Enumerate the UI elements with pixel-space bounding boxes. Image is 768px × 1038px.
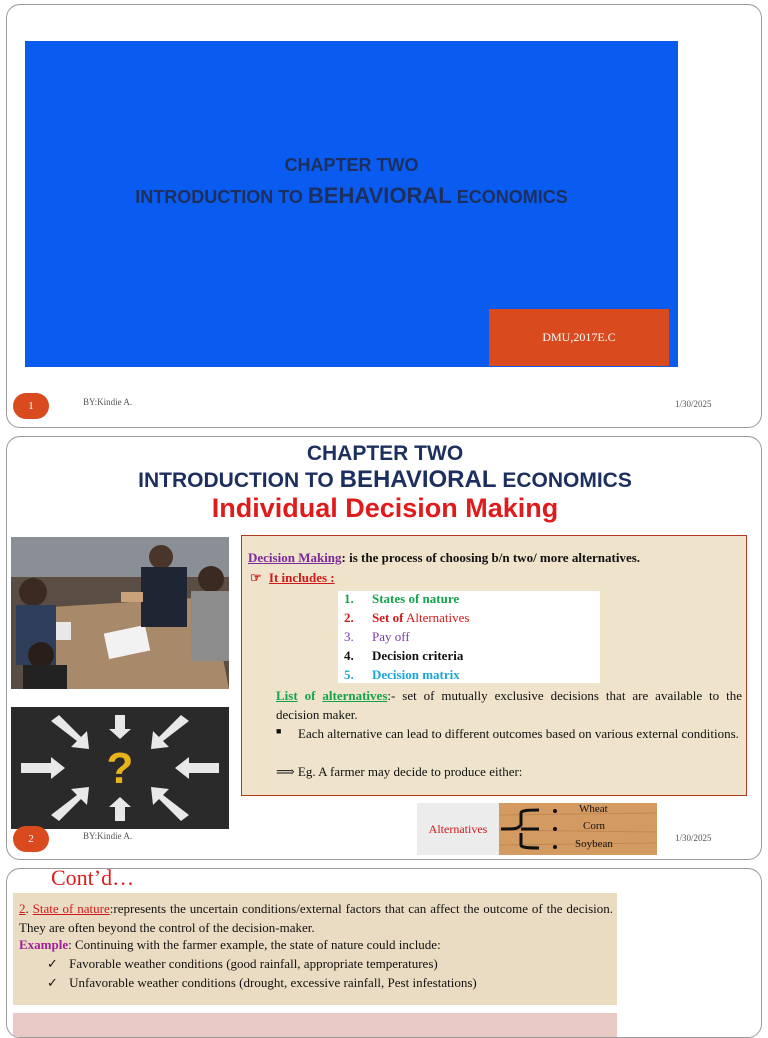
includes-list bbox=[338, 591, 600, 683]
list-label-bold: Set of bbox=[372, 610, 404, 625]
includes-label: It includes : bbox=[268, 570, 335, 585]
list-label: Decision matrix bbox=[372, 667, 460, 682]
list-label: Pay off bbox=[372, 629, 410, 644]
page-number: 1 bbox=[13, 393, 49, 419]
institution-badge: DMU,2017E.C bbox=[489, 309, 669, 366]
list-item bbox=[338, 648, 463, 664]
checkmark-icon: ✓ bbox=[47, 975, 58, 990]
state-of-nature-term: State of nature bbox=[32, 901, 110, 916]
list-item bbox=[338, 610, 470, 626]
state-of-nature-box bbox=[13, 893, 617, 1005]
date-footer: 1/30/2025 bbox=[675, 399, 712, 409]
subtitle-emphasis: BEHAVIORAL bbox=[307, 183, 452, 208]
pointing-hand-icon: ☞ bbox=[250, 570, 262, 585]
chapter-title: CHAPTER TWO bbox=[306, 442, 464, 465]
svg-text:?: ? bbox=[106, 744, 134, 793]
list-number: 2. bbox=[344, 610, 354, 625]
alternative-item: Corn bbox=[583, 820, 605, 832]
alternative-item: Wheat bbox=[579, 803, 608, 815]
alternatives-term-b: of bbox=[297, 688, 323, 703]
alternatives-text: :- set of mutually exclusive decisions that are available to the decision maker. bbox=[276, 688, 742, 722]
square-bullet-icon: ■ bbox=[276, 726, 282, 736]
list-item bbox=[338, 667, 460, 683]
subtitle-emphasis: BEHAVIORAL bbox=[339, 466, 497, 493]
alternatives-label: Alternatives bbox=[417, 803, 499, 855]
section-title: Individual Decision Making bbox=[211, 493, 559, 523]
check-text: Unfavorable weather conditions (drought, excessive rainfall, Pest infestations) bbox=[69, 975, 477, 990]
meeting-photo bbox=[11, 537, 229, 689]
alternatives-term-a: List bbox=[276, 688, 298, 703]
checkmark-icon: ✓ bbox=[47, 956, 58, 971]
author-footer: BY:Kindie A. bbox=[83, 831, 133, 841]
date-footer: 1/30/2025 bbox=[675, 833, 712, 843]
list-item bbox=[338, 629, 410, 645]
alternative-item: Soybean bbox=[575, 838, 613, 850]
chapter-subtitle bbox=[7, 466, 762, 494]
definition-line bbox=[248, 550, 640, 566]
chapter-label: CHAPTER TWO bbox=[284, 155, 419, 175]
bullet-text: Each alternative can lead to different outcomes based on various external conditions. bbox=[298, 726, 739, 741]
example-line: ⟹ Eg. A farmer may decide to produce either: bbox=[276, 764, 523, 779]
check-item bbox=[47, 956, 438, 972]
list-label: Decision criteria bbox=[372, 648, 464, 663]
subtitle-suffix: ECONOMICS bbox=[451, 187, 568, 207]
list-number: 4. bbox=[344, 648, 354, 663]
includes-line bbox=[250, 570, 335, 586]
subtitle-suffix: ECONOMICS bbox=[496, 469, 632, 492]
alternatives-definition bbox=[276, 686, 742, 724]
alternatives-graphic bbox=[499, 803, 657, 855]
list-number: 3. bbox=[344, 629, 354, 644]
page-number: 2 bbox=[13, 826, 49, 852]
chapter-title bbox=[25, 155, 678, 176]
list-label: States of nature bbox=[372, 591, 460, 606]
list-item bbox=[338, 591, 459, 607]
list-number: 5. bbox=[344, 667, 354, 682]
slide-3[interactable] bbox=[6, 868, 762, 1038]
next-item-box bbox=[13, 1013, 617, 1038]
list-label: Alternatives bbox=[403, 610, 470, 625]
item-number: 2 bbox=[19, 901, 26, 916]
check-text: Favorable weather conditions (good rainfall, appropriate temperatures) bbox=[69, 956, 438, 971]
definition-term: Decision Making bbox=[248, 550, 342, 565]
example-line bbox=[19, 937, 441, 953]
author-footer: BY:Kindie A. bbox=[83, 397, 133, 407]
definition-text: : is the process of choosing b/n two/ more alternatives. bbox=[341, 550, 641, 565]
subtitle-prefix: INTRODUCTION TO bbox=[138, 469, 340, 492]
check-item bbox=[47, 975, 477, 991]
slide-1[interactable] bbox=[6, 4, 762, 428]
state-of-nature-definition: 2. State of nature:represents the uncertain conditions/external factors that can affect the outcome of the decision. They are often beyond the control of the decision-maker. bbox=[19, 901, 614, 935]
slide-2[interactable] bbox=[6, 436, 762, 860]
alternatives-term-c: alternatives bbox=[322, 688, 388, 703]
decision-making-box bbox=[241, 535, 747, 796]
example-label: Example bbox=[19, 937, 69, 952]
slide-heading: Cont’d… bbox=[51, 868, 135, 890]
list-number: 1. bbox=[344, 591, 354, 606]
example-text: : Continuing with the farmer example, the state of nature could include: bbox=[68, 937, 441, 952]
subtitle-prefix: INTRODUCTION TO bbox=[135, 187, 308, 207]
chapter-subtitle bbox=[25, 183, 678, 209]
decision-question-image bbox=[11, 707, 229, 829]
state-of-nature-text: :represents the uncertain conditions/external factors that can affect the outcome of the decision. They are often beyond the control of the decision-maker. bbox=[19, 901, 614, 935]
